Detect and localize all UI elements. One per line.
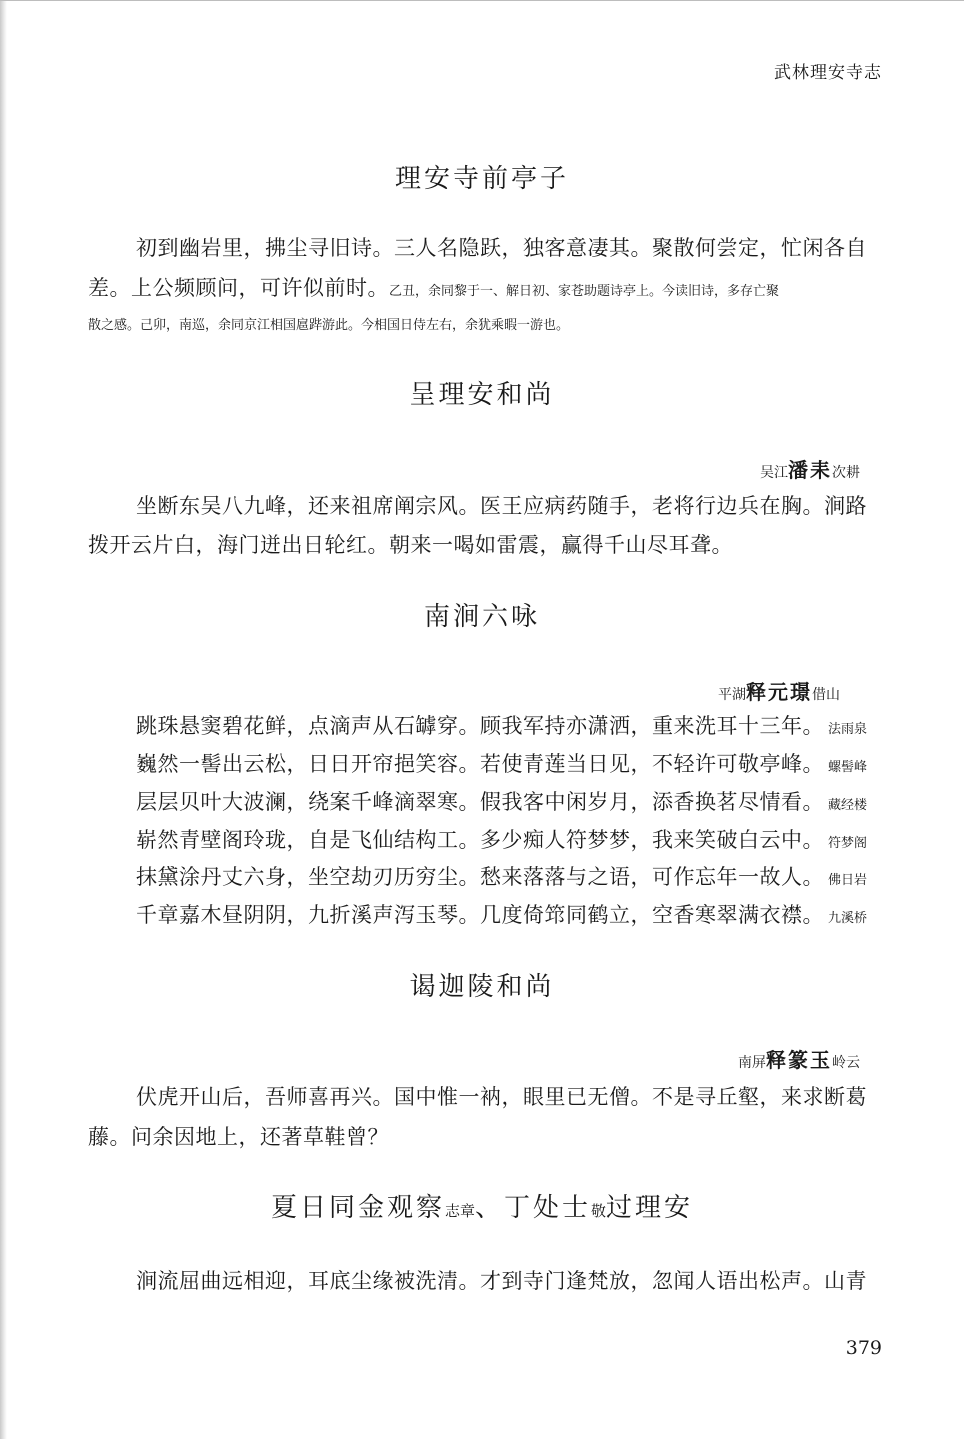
author-name: 潘耒 — [788, 458, 832, 482]
verse-text: 抹黛涂丹丈六身，坐空劫刃历穷尘。愁来落落与之语，可作忘年一故人。 — [136, 865, 824, 889]
verse-line — [136, 748, 867, 778]
verse-line — [136, 710, 867, 740]
verse-line — [136, 824, 867, 854]
title-part: 夏日同金观察 — [270, 1193, 445, 1223]
verse-location-tag: 藏经楼 — [828, 798, 868, 813]
verse-location-tag: 九溪桥 — [828, 911, 868, 926]
verse-text: 巍然一髻出云松，日日开帘挹笑容。若使青莲当日见，不轻许可敬亭峰。 — [136, 752, 824, 776]
author-courtesy-name: 借山 — [812, 687, 840, 703]
author-credit — [738, 1044, 860, 1073]
author-name: 释元璟 — [746, 680, 812, 704]
verse-line — [136, 861, 867, 891]
author-place: 吴江 — [760, 465, 788, 481]
section-title: 谒迦陵和尚 — [409, 972, 555, 1002]
author-credit — [718, 676, 840, 705]
poem-line: 初到幽岩里，拂尘寻旧诗。三人名隐跃，独客意凄其。聚散何尝定，忙闲各自 — [136, 236, 867, 260]
section-title: 南涧六咏 — [423, 602, 540, 632]
annotation-note: 乙丑，余同黎于一、解日初、家苍助题诗亭上。今读旧诗，多存亡聚 — [389, 284, 780, 299]
section-title — [0, 1187, 964, 1224]
author-place: 平湖 — [718, 687, 746, 703]
page-top-border — [0, 0, 964, 1]
section-title: 理安寺前亭子 — [394, 164, 569, 194]
verse-location-tag: 螺髻峰 — [828, 760, 868, 775]
verse-location-tag: 符梦阁 — [828, 836, 868, 851]
verse-location-tag: 法雨泉 — [828, 722, 868, 737]
running-title: 武林理安寺志 — [774, 63, 882, 83]
author-courtesy-name: 岭云 — [832, 1055, 860, 1071]
verse-location-tag: 佛日岩 — [828, 873, 868, 888]
poem-line: 伏虎开山后，吾师喜再兴。国中惟一衲，眼里已无僧。不是寻丘壑，来求断葛 — [136, 1085, 867, 1109]
verse-text: 崭然青壁阁玲珑，自是飞仙结构工。多少痴人符梦梦，我来笑破白云中。 — [136, 828, 824, 852]
poem-line: 坐断东吴八九峰，还来祖席阐宗风。医王应病药随手，老将行边兵在胸。涧路 — [136, 494, 867, 518]
poem-line: 涧流屈曲远相迎，耳底尘缘被洗清。才到寺门逢梵放，忽闻人语出松声。山青 — [136, 1269, 867, 1293]
poem-text: 差。上公频顾问，可许似前时。 — [88, 276, 389, 300]
annotation-note: 散之感。己卯，南巡，余同京江相国扈跸游此。今相国日侍左右，余犹乘暇一游也。 — [88, 318, 570, 333]
verse-text: 跳珠悬窦碧花鲜，点滴声从石罅穿。顾我军持亦潇洒，重来洗耳十三年。 — [136, 714, 824, 738]
author-place: 南屏 — [738, 1055, 766, 1071]
author-name: 释篆玉 — [766, 1048, 832, 1072]
section-title: 呈理安和尚 — [409, 380, 555, 410]
title-part: 过理安 — [606, 1193, 694, 1223]
author-credit — [760, 454, 860, 483]
verse-line — [136, 899, 867, 929]
title-inline-note: 敬 — [591, 1202, 607, 1220]
verse-text: 千章嘉木昼阴阴，九折溪声泻玉琴。几度倚筇同鹤立，空香寒翠满衣襟。 — [136, 903, 824, 927]
author-courtesy-name: 次耕 — [832, 465, 860, 481]
verse-text: 层层贝叶大波澜，绕案千峰滴翠寒。假我客中闲岁月，添香换茗尽情看。 — [136, 790, 824, 814]
title-inline-note: 志章 — [444, 1202, 475, 1220]
title-part: 、丁处士 — [474, 1193, 591, 1223]
page-number: 379 — [845, 1337, 882, 1359]
verse-line — [136, 786, 867, 816]
poem-line: 拨开云片白，海门迸出日轮红。朝来一喝如雷震，赢得千山尽耳聋。 — [88, 533, 733, 557]
poem-line: 藤。问余因地上，还著草鞋曾？ — [88, 1125, 389, 1149]
poem-line — [88, 272, 779, 302]
